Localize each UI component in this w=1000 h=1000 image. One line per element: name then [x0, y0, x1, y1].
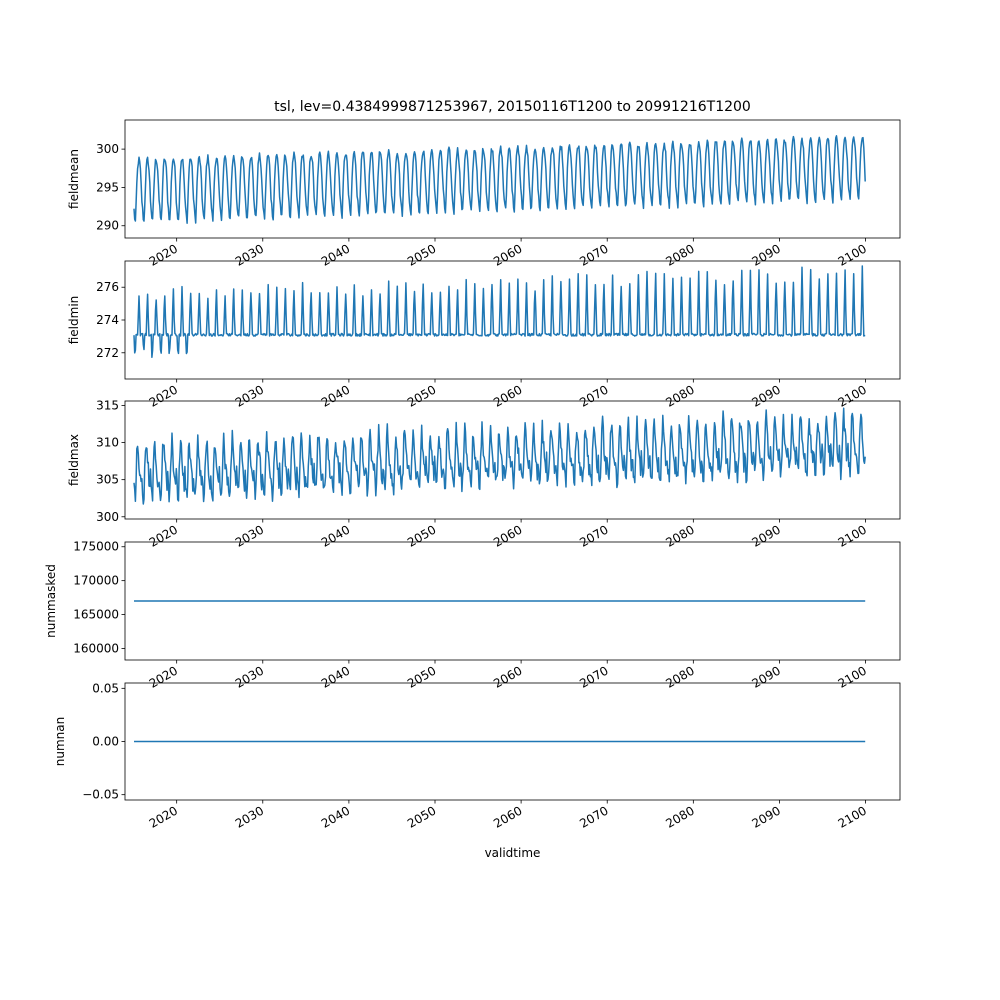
y-tick-label: 0.00 [92, 734, 119, 749]
y-tick-label: 290 [96, 218, 119, 233]
x-tick-label: 2090 [749, 241, 783, 269]
x-tick-label: 2080 [663, 663, 697, 691]
x-axis-label: validtime [484, 846, 541, 860]
y-tick-label: 300 [96, 509, 119, 524]
x-tick-label: 2070 [577, 382, 611, 410]
y-tick-label: 274 [96, 313, 119, 327]
x-tick-label: 2100 [835, 663, 870, 691]
y-axis-label-fieldmean: fieldmean [67, 149, 81, 209]
x-tick-label: 2090 [749, 663, 783, 691]
x-tick-label: 2090 [749, 522, 783, 550]
y-tick-label: 300 [96, 142, 119, 157]
x-tick-label: 2040 [318, 241, 353, 269]
y-tick-label: 315 [96, 398, 119, 413]
y-tick-label: 295 [96, 180, 119, 195]
x-tick-label: 2020 [146, 522, 181, 550]
series-line-fieldmean [134, 136, 865, 223]
x-tick-label: 2050 [405, 663, 439, 691]
x-tick-label: 2050 [405, 522, 439, 550]
panel-numnan [53, 681, 900, 831]
x-tick-label: 2090 [749, 803, 783, 831]
panels [44, 120, 900, 831]
y-tick-label: 272 [96, 345, 119, 360]
x-tick-label: 2030 [232, 803, 267, 831]
x-tick-label: 2060 [491, 241, 525, 269]
x-tick-label: 2020 [146, 241, 181, 269]
x-tick-label: 2100 [835, 522, 870, 550]
y-axis-label-nummasked: nummasked [44, 564, 58, 638]
series-line-fieldmin [134, 266, 865, 357]
x-tick-label: 2060 [491, 382, 525, 410]
x-tick-label: 2100 [835, 241, 870, 269]
x-tick-label: 2040 [318, 663, 353, 691]
panel-fieldmin [67, 261, 900, 413]
y-tick-label: 305 [96, 472, 119, 487]
x-tick-label: 2030 [232, 382, 267, 410]
x-tick-label: 2080 [663, 241, 697, 269]
x-tick-label: 2040 [318, 803, 353, 831]
x-tick-label: 2090 [749, 382, 783, 410]
y-tick-label: 165000 [73, 607, 119, 622]
x-tick-label: 2070 [577, 803, 611, 831]
x-tick-label: 2080 [663, 382, 697, 410]
x-tick-label: 2020 [146, 803, 181, 831]
x-tick-label: 2080 [663, 803, 697, 831]
y-axis-label-numnan: numnan [53, 716, 67, 767]
figure-title: tsl, lev=0.4384999871253967, 20150116T1200 to 20991216T1200 [274, 99, 751, 115]
x-tick-label: 2030 [232, 663, 267, 691]
panel-fieldmax [67, 398, 900, 549]
x-tick-label: 2050 [405, 803, 439, 831]
x-tick-label: 2060 [491, 522, 525, 550]
x-tick-label: 2060 [491, 803, 525, 831]
y-tick-label: 276 [96, 280, 119, 295]
x-tick-label: 2070 [577, 522, 611, 550]
x-tick-label: 2040 [318, 522, 353, 550]
x-tick-label: 2040 [318, 382, 353, 410]
y-tick-label: 310 [96, 435, 119, 450]
x-tick-label: 2030 [232, 241, 267, 269]
y-tick-label: 175000 [73, 539, 119, 554]
y-tick-label: 0.05 [92, 681, 119, 696]
series-line-fieldmax [134, 408, 865, 504]
x-tick-label: 2050 [405, 241, 439, 269]
x-tick-label: 2050 [405, 382, 439, 410]
axes-frame-fieldmean [125, 120, 900, 238]
y-tick-label: −0.05 [82, 787, 119, 802]
x-tick-label: 2100 [835, 382, 870, 410]
panel-nummasked [44, 540, 900, 691]
x-tick-label: 2060 [491, 663, 525, 691]
x-tick-label: 2070 [577, 663, 611, 691]
panel-fieldmean [67, 120, 900, 269]
x-tick-label: 2030 [232, 522, 267, 550]
y-tick-label: 160000 [73, 641, 119, 656]
y-axis-label-fieldmin: fieldmin [67, 295, 81, 345]
y-axis-label-fieldmax: fieldmax [67, 433, 81, 487]
x-tick-label: 2020 [146, 663, 181, 691]
x-tick-label: 2080 [663, 522, 697, 550]
x-tick-label: 2020 [146, 382, 181, 410]
y-tick-label: 170000 [73, 573, 119, 588]
x-tick-label: 2070 [577, 241, 611, 269]
x-tick-label: 2100 [835, 803, 870, 831]
